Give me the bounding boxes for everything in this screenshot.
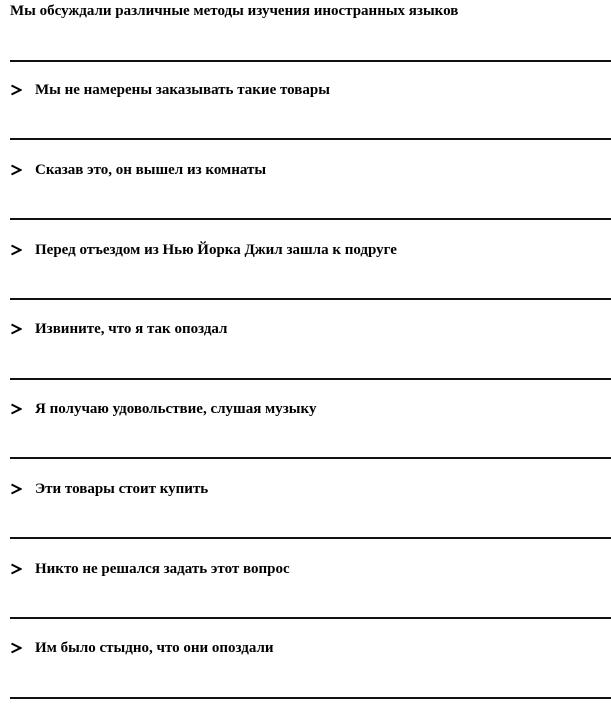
- list-item: [10, 80, 330, 100]
- arrow-bullet-icon: [10, 638, 26, 658]
- sentence-text: Эти товары стоит купить: [35, 481, 209, 497]
- sentence-text: Извините, что я так опоздал: [35, 321, 228, 337]
- answer-line[interactable]: [10, 537, 611, 539]
- list-item: [10, 638, 274, 658]
- answer-line[interactable]: [10, 298, 611, 300]
- list-item: [10, 559, 290, 579]
- answer-line[interactable]: [10, 617, 611, 619]
- list-item: [10, 479, 208, 499]
- sentence-text: Мы не намерены заказывать такие товары: [35, 82, 330, 98]
- answer-line[interactable]: [10, 138, 611, 140]
- list-item: [10, 319, 227, 339]
- answer-line[interactable]: [10, 60, 611, 62]
- sentence-text: Я получаю удовольствие, слушая музыку: [35, 401, 317, 417]
- answer-line[interactable]: [10, 218, 611, 220]
- sentence-text: Перед отъездом из Нью Йорка Джил зашла к подруге: [35, 242, 397, 258]
- sentence-text: Никто не решался задать этот вопрос: [35, 561, 290, 577]
- list-item: [10, 160, 266, 180]
- arrow-bullet-icon: [10, 160, 26, 180]
- intro-sentence: Мы обсуждали различные методы изучения иностранных языков: [10, 3, 459, 19]
- sentence-text: Сказав это, он вышел из комнаты: [35, 162, 267, 178]
- list-item: [10, 240, 397, 260]
- sentence-text: Им было стыдно, что они опоздали: [35, 640, 274, 656]
- list-item: [10, 399, 316, 419]
- answer-line[interactable]: [10, 697, 611, 699]
- arrow-bullet-icon: [10, 80, 26, 100]
- arrow-bullet-icon: [10, 240, 26, 260]
- arrow-bullet-icon: [10, 399, 26, 419]
- arrow-bullet-icon: [10, 319, 26, 339]
- answer-line[interactable]: [10, 457, 611, 459]
- answer-line[interactable]: [10, 378, 611, 380]
- arrow-bullet-icon: [10, 479, 26, 499]
- arrow-bullet-icon: [10, 559, 26, 579]
